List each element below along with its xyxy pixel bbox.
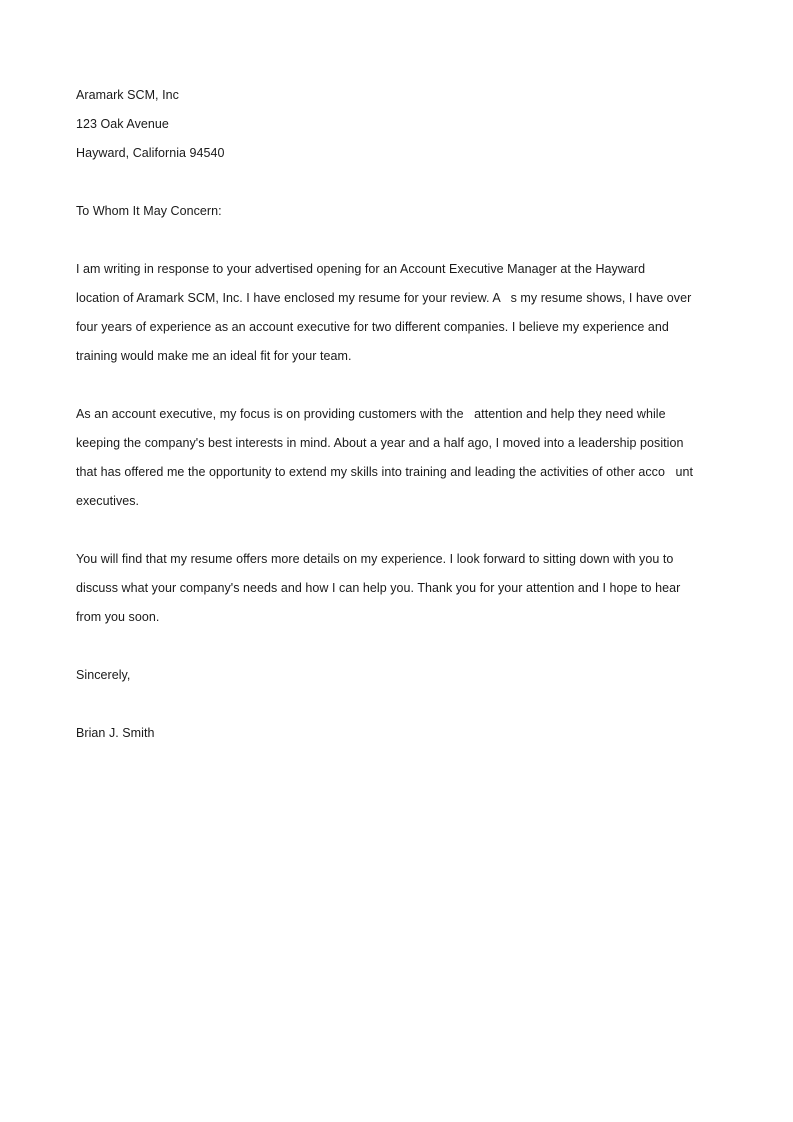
paragraph-line: training would make me an ideal fit for your team.	[76, 349, 352, 363]
paragraph-line: keeping the company's best interests in mind. About a year and a half ago, I moved into a leadership position	[76, 436, 684, 450]
salutation: To Whom It May Concern:	[76, 204, 222, 218]
recipient-street: 123 Oak Avenue	[76, 117, 169, 131]
paragraph-line: location of Aramark SCM, Inc. I have enclosed my resume for your review. A s my resume shows, I have over	[76, 291, 692, 305]
paragraph-line: that has offered me the opportunity to extend my skills into training and leading the activities of other acco unt	[76, 465, 694, 479]
recipient-city-state-zip: Hayward, California 94540	[76, 146, 225, 160]
paragraph-line: from you soon.	[76, 610, 160, 624]
closing: Sincerely,	[76, 668, 131, 682]
signature-name: Brian J. Smith	[76, 726, 155, 740]
recipient-company: Aramark SCM, Inc	[76, 88, 179, 102]
paragraph-line: executives.	[76, 494, 140, 508]
paragraph-line: discuss what your company's needs and how I can help you. Thank you for your attention and I hope to hear	[76, 581, 681, 595]
paragraph-line: As an account executive, my focus is on providing customers with the attention and help they need while	[76, 407, 666, 421]
paragraph-line: I am writing in response to your advertised opening for an Account Executive Manager at the Hayward	[76, 262, 646, 276]
paragraph-line: four years of experience as an account executive for two different companies. I believe my experience and	[76, 320, 669, 334]
paragraph-line: You will find that my resume offers more details on my experience. I look forward to sitting down with you to	[76, 552, 674, 566]
